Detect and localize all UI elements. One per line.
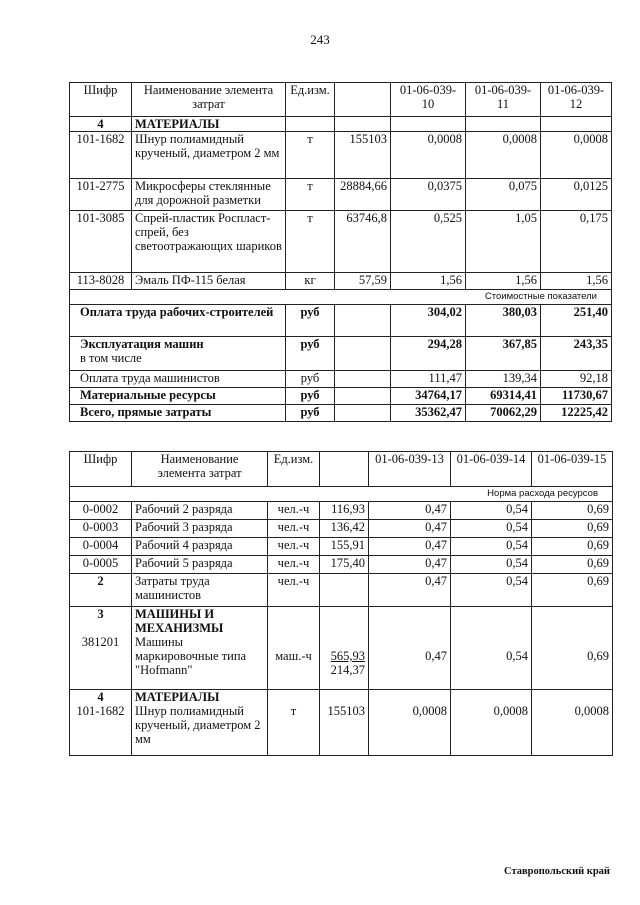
cost-value: 70062,29 — [466, 405, 541, 422]
section-code: 3 — [97, 607, 104, 621]
cell-value: 0,0375 — [391, 179, 466, 211]
cell-value: 0,0008 — [412, 704, 447, 718]
cost-name: Всего, прямые затраты — [70, 405, 286, 422]
machine-v2-cell — [451, 607, 532, 690]
cost-name: Оплата труда рабочих-строителей — [70, 305, 286, 337]
cost-value: 69314,41 — [466, 388, 541, 405]
cost-value: 12225,42 — [541, 405, 612, 422]
cell-value: 0,54 — [451, 502, 532, 520]
cell-price: 175,40 — [320, 556, 369, 574]
machine-price-cell — [320, 607, 369, 690]
cell-name: Машины маркировочные типа "Hofmann" — [135, 635, 247, 677]
cell-value: 1,56 — [541, 273, 612, 290]
page-number: 243 — [310, 32, 330, 47]
cell-value: 0,175 — [541, 211, 612, 273]
machine-code-cell — [70, 607, 132, 690]
cost-value: 251,40 — [541, 305, 612, 337]
cell-value: 0,69 — [532, 556, 613, 574]
cost-indicators-label: Стоимостные показатели — [70, 290, 612, 305]
cell-unit: чел.-ч — [268, 502, 320, 520]
cell-unit: т — [290, 704, 297, 718]
cell-value: 0,47 — [369, 556, 451, 574]
cell-code: 0-0004 — [70, 538, 132, 556]
cell-unit: чел.-ч — [268, 556, 320, 574]
cell-price: 116,93 — [320, 502, 369, 520]
materials-row — [70, 690, 613, 756]
section-title: МАШИНЫ И МЕХАНИЗМЫ — [135, 607, 224, 635]
cell-unit: маш.-ч — [275, 649, 312, 663]
cost-name: Оплата труда машинистов — [70, 371, 286, 388]
machine-v3-cell — [532, 607, 613, 690]
cost-unit: руб — [286, 388, 335, 405]
norm-row — [70, 487, 613, 502]
cell-value: 0,54 — [506, 649, 528, 663]
cost-row — [70, 337, 612, 371]
cell-price: 57,59 — [335, 273, 391, 290]
cell-name: Рабочий 4 разряда — [132, 538, 268, 556]
mat-code-cell — [70, 690, 132, 756]
cell-unit: т — [286, 179, 335, 211]
cell-code: 0-0003 — [70, 520, 132, 538]
cost-value: 139,34 — [466, 371, 541, 388]
header-unit: Ед.изм. — [286, 83, 335, 117]
cell-value: 0,0008 — [466, 132, 541, 179]
cost-row — [70, 388, 612, 405]
machine-name-cell — [132, 607, 268, 690]
cell-value: 0,0008 — [391, 132, 466, 179]
cell-price-2: 214,37 — [330, 663, 365, 677]
cell-name: Шнур полиамидный крученый, диаметром 2 мм — [135, 704, 261, 746]
cell-value: 0,47 — [369, 520, 451, 538]
header-col-1: 01-06-039-13 — [369, 452, 451, 487]
table-header — [70, 452, 613, 487]
cell-value: 0,54 — [451, 556, 532, 574]
cell-value: 0,47 — [369, 502, 451, 520]
header-name: Наименование элемента затрат — [132, 452, 268, 487]
table-row — [70, 520, 613, 538]
cost-value: 34764,17 — [391, 388, 466, 405]
table-row — [70, 556, 613, 574]
cell-code: 101-2775 — [70, 179, 132, 211]
cost-row — [70, 371, 612, 388]
cost-row — [70, 405, 612, 422]
cost-value: 11730,67 — [541, 388, 612, 405]
cell-name: Рабочий 5 разряда — [132, 556, 268, 574]
cell-unit: кг — [286, 273, 335, 290]
cost-indicators-row — [70, 290, 612, 305]
cost-row — [70, 305, 612, 337]
cost-subtitle: в том числе — [80, 351, 142, 365]
resource-table-1 — [69, 82, 612, 422]
cost-unit: руб — [286, 405, 335, 422]
header-unit: Ед.изм. — [268, 452, 320, 487]
cell-unit: чел.-ч — [268, 574, 320, 607]
table-row — [70, 132, 612, 179]
cost-value: 243,35 — [541, 337, 612, 371]
cell-price: 155103 — [335, 132, 391, 179]
section-row — [70, 117, 612, 132]
cell-unit: т — [286, 132, 335, 179]
section-title: МАТЕРИАЛЫ — [132, 117, 286, 132]
table-header — [70, 83, 612, 117]
table-row — [70, 502, 613, 520]
cell-price: 28884,66 — [335, 179, 391, 211]
cell-value: 0,0008 — [574, 704, 609, 718]
table-row — [70, 273, 612, 290]
cell-value: 0,0008 — [493, 704, 528, 718]
cell-value: 0,47 — [369, 574, 451, 607]
header-price — [335, 83, 391, 117]
cell-value: 0,69 — [532, 538, 613, 556]
cell-value: 0,47 — [369, 538, 451, 556]
resource-table-2 — [69, 451, 613, 756]
mat-v3-cell — [532, 690, 613, 756]
cell-price: 155,91 — [320, 538, 369, 556]
cell-name: Спрей-пластик Роспласт-спрей, без светоотражающих шариков — [132, 211, 286, 273]
mat-unit-cell — [268, 690, 320, 756]
cell-name: Шнур полиамидный крученый, диаметром 2 мм — [132, 132, 286, 179]
cell-unit: чел.-ч — [268, 520, 320, 538]
cell-code: 0-0002 — [70, 502, 132, 520]
cell-value: 0,69 — [532, 574, 613, 607]
labor-row — [70, 574, 613, 607]
cell-value: 0,69 — [532, 502, 613, 520]
header-cipher: Шифр — [70, 83, 132, 117]
mat-name-cell — [132, 690, 268, 756]
cell-value: 0,54 — [451, 574, 532, 607]
cell-name: Рабочий 2 разряда — [132, 502, 268, 520]
section-title: МАТЕРИАЛЫ — [135, 690, 220, 704]
header-price — [320, 452, 369, 487]
header-col-1: 01-06-039-10 — [391, 83, 466, 117]
cell-value: 0,0125 — [541, 179, 612, 211]
table-row — [70, 179, 612, 211]
cost-unit: руб — [286, 371, 335, 388]
cell-value: 0,54 — [451, 538, 532, 556]
cell-value: 0,0008 — [541, 132, 612, 179]
machine-v1-cell — [369, 607, 451, 690]
table-row — [70, 538, 613, 556]
machines-row — [70, 607, 613, 690]
cell-value: 1,56 — [391, 273, 466, 290]
cost-unit: руб — [286, 337, 335, 371]
section-code: 4 — [70, 117, 132, 132]
cost-value: 367,85 — [466, 337, 541, 371]
cost-name-cell — [70, 337, 286, 371]
cell-name: Рабочий 3 разряда — [132, 520, 268, 538]
table-row — [70, 211, 612, 273]
cell-value: 1,05 — [466, 211, 541, 273]
header-name: Наименование элемента затрат — [132, 83, 286, 117]
cell-name: Затраты труда машинистов — [132, 574, 268, 607]
cell-value: 0,47 — [425, 649, 447, 663]
norm-label: Норма расхода ресурсов — [70, 487, 613, 502]
cost-unit: руб — [286, 305, 335, 337]
section-code: 4 — [97, 690, 104, 704]
cost-name: Эксплуатация машин — [80, 337, 204, 351]
cell-price: 136,42 — [320, 520, 369, 538]
cost-name: Материальные ресурсы — [70, 388, 286, 405]
cell-code: 101-1682 — [76, 704, 125, 718]
cost-value: 35362,47 — [391, 405, 466, 422]
mat-v2-cell — [451, 690, 532, 756]
cell-name: Микросферы стеклянные для дорожной разметки — [132, 179, 286, 211]
cell-code: 0-0005 — [70, 556, 132, 574]
cell-unit: т — [286, 211, 335, 273]
footer-region: Ставропольский край — [504, 866, 610, 877]
cell-value: 0,525 — [391, 211, 466, 273]
cell-unit: чел.-ч — [268, 538, 320, 556]
cell-code: 101-1682 — [70, 132, 132, 179]
cell-value: 0,54 — [451, 520, 532, 538]
cell-value: 0,69 — [587, 649, 609, 663]
cell-code: 101-3085 — [70, 211, 132, 273]
header-col-2: 01-06-039-14 — [451, 452, 532, 487]
header-col-2: 01-06-039-11 — [466, 83, 541, 117]
machine-unit-cell — [268, 607, 320, 690]
cell-price: 565,93 — [330, 649, 365, 663]
cost-value: 304,02 — [391, 305, 466, 337]
cost-value: 92,18 — [541, 371, 612, 388]
cell-code: 113-8028 — [70, 273, 132, 290]
cell-code: 381201 — [81, 635, 120, 649]
cost-value: 111,47 — [391, 371, 466, 388]
mat-v1-cell — [369, 690, 451, 756]
cell-price: 155103 — [327, 704, 365, 718]
cell-price: 63746,8 — [335, 211, 391, 273]
mat-price-cell — [320, 690, 369, 756]
header-col-3: 01-06-039-15 — [532, 452, 613, 487]
cell-value: 0,075 — [466, 179, 541, 211]
header-col-3: 01-06-039-12 — [541, 83, 612, 117]
cell-code: 2 — [70, 574, 132, 607]
cell-value: 0,69 — [532, 520, 613, 538]
header-cipher: Шифр — [70, 452, 132, 487]
cost-value: 380,03 — [466, 305, 541, 337]
cost-value: 294,28 — [391, 337, 466, 371]
cell-value: 1,56 — [466, 273, 541, 290]
cell-name: Эмаль ПФ-115 белая — [132, 273, 286, 290]
